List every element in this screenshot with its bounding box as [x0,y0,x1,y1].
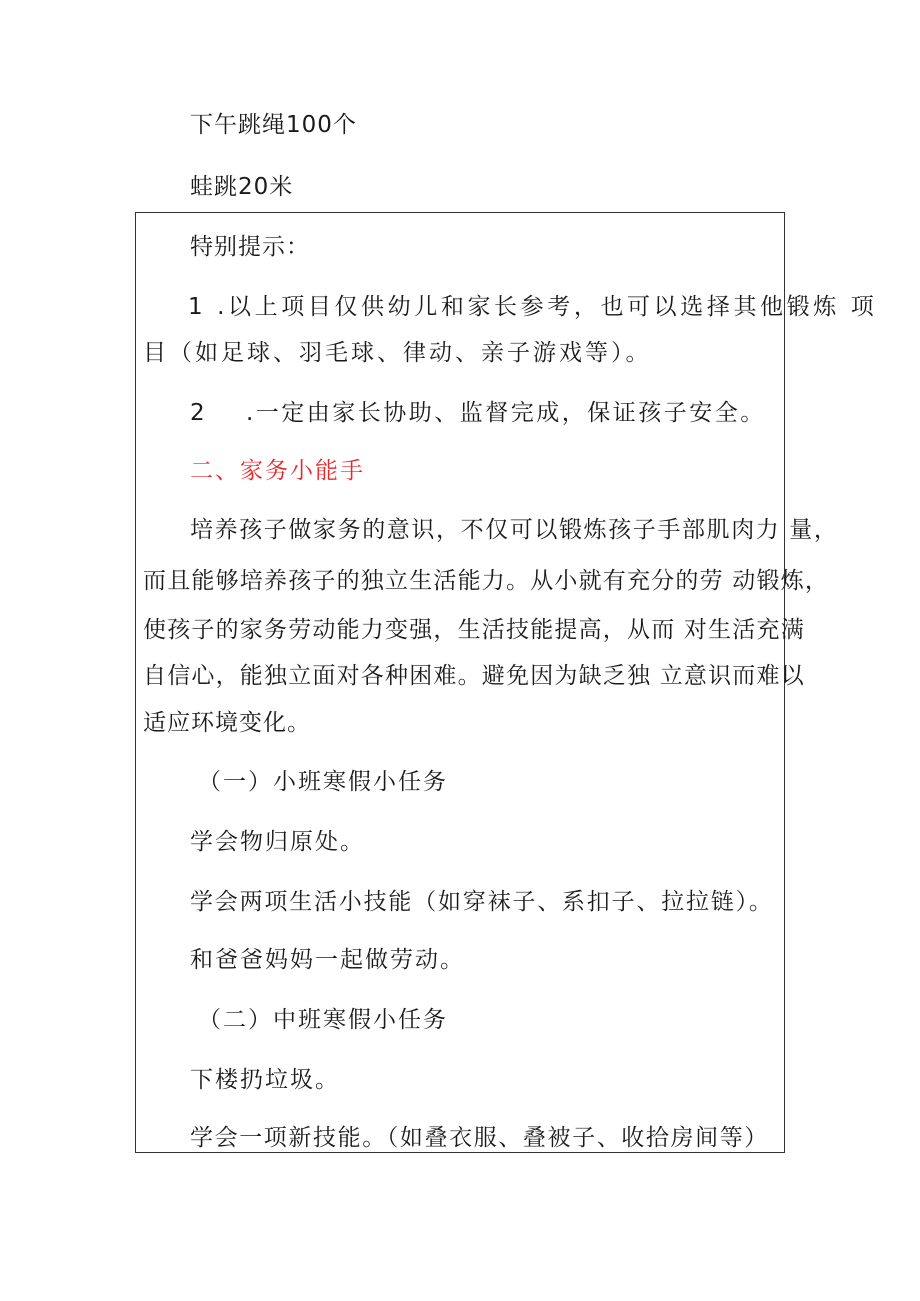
subsection-1-heading: （一）小班寒假小任务 [198,769,448,795]
subsection-1-item-3: 和爸爸妈妈一起做劳动。 [190,947,465,973]
subsection-2-item-1: 下楼扔垃圾。 [190,1067,340,1093]
tip-heading: 特别提示： [190,234,310,260]
tip-2-text: .一定由家长协助、监督完成，保证孩子安全。 [246,400,766,426]
tip-2-number: 2 [190,400,206,426]
subsection-2-item-2: 学会一项新技能。（如叠衣服、叠被子、收拾房间等） [190,1125,769,1151]
exercise-frog-jump: 蛙跳20米 [190,174,294,200]
paragraph-line-2: 而且能够培养孩子的独立生活能力。从小就有充分的劳 动锻炼， [143,568,830,594]
paragraph-line-5: 适应环境变化。 [143,710,311,736]
paragraph-line-4: 自信心，能独立面对各种困难。避免因为缺乏独 立意识而难以 [143,663,805,689]
section-2-heading: 二、家务小能手 [190,458,365,484]
tip-1-line-1: 1 .以上项目仅供幼儿和家长参考，也可以选择其他锻炼 项 [188,294,878,320]
paragraph-line-1: 培养孩子做家务的意识，不仅可以锻炼孩子手部肌肉力 量， [190,517,839,543]
subsection-2-heading: （二）中班寒假小任务 [198,1007,448,1033]
paragraph-line-3: 使孩子的家务劳动能力变强，生活技能提高，从而 对生活充满 [143,617,805,643]
tip-1-line-2: 目（如足球、羽毛球、律动、亲子游戏等）。 [143,340,652,366]
exercise-afternoon-rope: 下午跳绳100个 [190,112,357,138]
subsection-1-item-2: 学会两项生活小技能（如穿袜子、系扣子、拉拉链）。 [190,889,774,915]
subsection-1-item-1: 学会物归原处。 [190,829,365,855]
